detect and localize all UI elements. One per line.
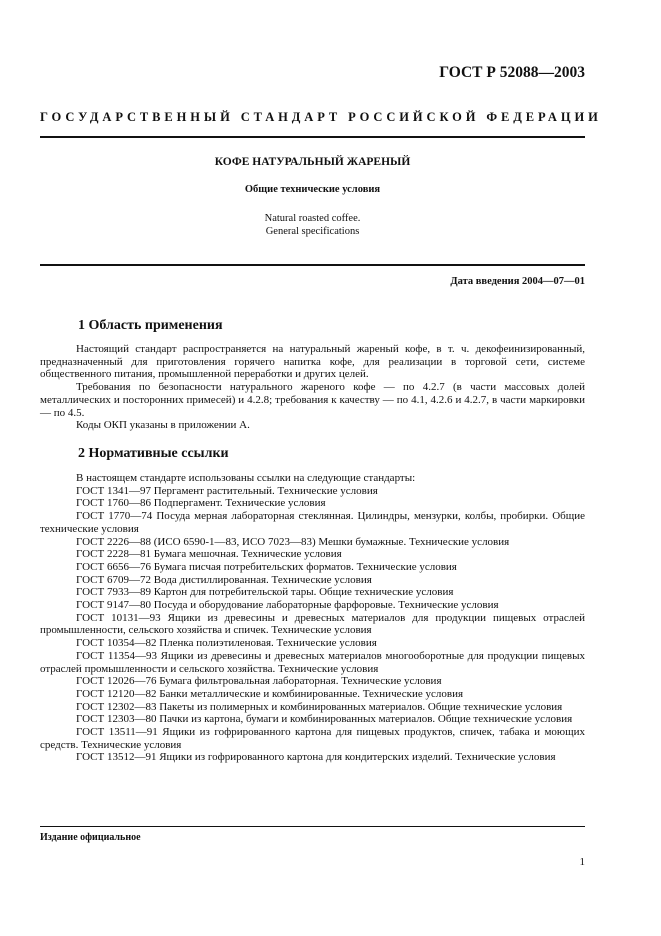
- reference-item: ГОСТ 11354—93 Ящики из древесины и древесных материалов многооборотные для продукции пищевых отраслей промышленности и сельского хозяйства. Технические условия: [40, 649, 585, 675]
- paragraph: Требования по безопасности натурального жареного кофе — по 4.2.7 (в части массовых долей металлических и посторонних примесей) и 4.2.8; требования к качеству — по 4.1, 4.2.6 и 4.2.7, в части маркировки — по 4.5.: [40, 381, 585, 419]
- document-code: ГОСТ Р 52088—2003: [439, 64, 585, 81]
- reference-item: ГОСТ 10354—82 Пленка полиэтиленовая. Технические условия: [76, 637, 377, 650]
- middle-divider: [40, 264, 585, 266]
- reference-item: ГОСТ 10131—93 Ящики из древесины и древесных материалов для продукции пищевых отраслей промышленности, сельского хозяйства и спичек. Технические условия: [40, 611, 585, 637]
- reference-item: ГОСТ 1341—97 Пергамент растительный. Технические условия: [76, 484, 378, 497]
- section-heading-references: 2 Нормативные ссылки: [78, 446, 229, 461]
- english-title: [40, 212, 585, 238]
- reference-item: ГОСТ 13512—91 Ящики из гофрированного картона для кондитерских изделий. Технические условия: [76, 751, 556, 764]
- reference-item: ГОСТ 13511—91 Ящики из гофрированного картона для пищевых продуктов, спичек, табака и моющих средств. Технические условия: [40, 726, 585, 751]
- english-title-line: General specifications: [265, 226, 360, 237]
- section-heading-scope: 1 Область применения: [78, 318, 223, 333]
- reference-item: ГОСТ 2228—81 Бумага мешочная. Технические условия: [76, 548, 342, 561]
- document-title: КОФЕ НАТУРАЛЬНЫЙ ЖАРЕНЫЙ: [214, 156, 411, 168]
- reference-item: ГОСТ 12303—80 Пачки из картона, бумаги и комбинированных материалов. Общие технические условия: [76, 713, 573, 726]
- reference-item: ГОСТ 7933—89 Картон для потребительской тары. Общие технические условия: [76, 586, 454, 599]
- reference-item: ГОСТ 1760—86 Подпергамент. Технические условия: [76, 497, 326, 510]
- standard-org-title: ГОСУДАРСТВЕННЫЙ СТАНДАРТ РОССИЙСКОЙ ФЕДЕРАЦИИ: [40, 110, 602, 124]
- section-body-references: [40, 472, 585, 764]
- page-number: 1: [579, 856, 585, 868]
- reference-item: ГОСТ 1770—74 Посуда мерная лабораторная стеклянная. Цилиндры, мензурки, колбы, пробирки. Общие технические условия: [40, 510, 585, 535]
- reference-item: ГОСТ 12026—76 Бумага фильтровальная лабораторная. Технические условия: [76, 675, 442, 688]
- paragraph: В настоящем стандарте использованы ссылки на следующие стандарты:: [76, 472, 416, 484]
- introduction-date: Дата введения 2004—07—01: [450, 276, 585, 287]
- reference-item: ГОСТ 12120—82 Банки металлические и комбинированные. Технические условия: [76, 687, 464, 700]
- top-divider: [40, 136, 585, 138]
- document-subtitle: Общие технические условия: [244, 184, 381, 195]
- paragraph: Коды ОКП указаны в приложении А.: [76, 419, 250, 432]
- edition-note: Издание официальное: [40, 832, 141, 843]
- paragraph: Настоящий стандарт распространяется на натуральный жареный кофе, в т. ч. декофеинизированный, предназначенный для приготовления горячего напитка кофе, для реализации в торговой сети, системе общественного питания, промышленной переработки и других целей.: [40, 343, 585, 381]
- reference-item: ГОСТ 9147—80 Посуда и оборудование лабораторные фарфоровые. Технические условия: [76, 599, 499, 612]
- reference-item: ГОСТ 6709—72 Вода дистиллированная. Технические условия: [76, 573, 372, 586]
- reference-item: ГОСТ 6656—76 Бумага писчая потребительских форматов. Технические условия: [76, 560, 457, 573]
- reference-item: ГОСТ 12302—83 Пакеты из полимерных и комбинированных материалов. Общие технические условия: [76, 700, 563, 713]
- footer-divider: [40, 826, 585, 827]
- english-title-line: Natural roasted coffee.: [264, 213, 361, 224]
- reference-item: ГОСТ 2226—88 (ИСО 6590-1—83, ИСО 7023—83) Мешки бумажные. Технические условия: [76, 535, 510, 548]
- section-body-scope: [40, 343, 585, 432]
